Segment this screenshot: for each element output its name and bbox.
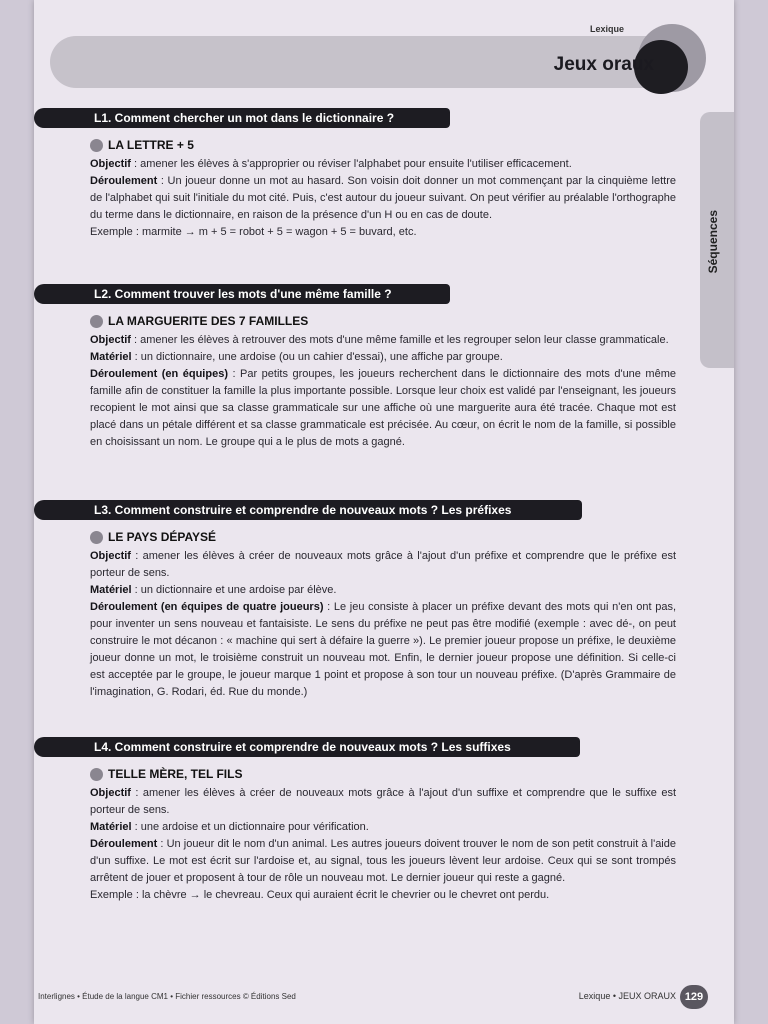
- page-title: Jeux oraux: [553, 54, 654, 75]
- paragraph: Matériel : un dictionnaire, une ardoise (ou un cahier d'essai), une affiche par groupe.: [90, 351, 503, 363]
- footer-section: Lexique • JEUX ORAUX: [578, 991, 676, 1001]
- game-name: LA LETTRE + 5: [108, 138, 194, 152]
- game-title: [90, 530, 734, 544]
- game-title: [90, 138, 734, 152]
- section-l1: [34, 108, 734, 241]
- game-title: [90, 767, 734, 781]
- section-l4: [34, 737, 734, 904]
- paragraph: Objectif : amener les élèves à créer de nouveaux mots grâce à l'ajout d'un préfixe et comprendre que le préfixe est porteur de sens.: [90, 550, 676, 579]
- paragraph: Déroulement (en équipes de quatre joueurs) : Le jeu consiste à placer un préfixe devant des mots qui n'en ont pas, pour inventer un sens nouveau et fantaisiste. Le sens du préfixe ne peut pas être modifié (exemple : avec dé-, on peut construire le mot décanon : « machine qui sert à défaire la guerre »). Le premier joueur propose un préfixe, le deuxième joueur donne un mot, le troisième construit un nouveau mot. Enfin, le dernier joueur propose une définition. Si celle-ci est acceptée par le groupe, le joueur marque 1 point et propose à son tour un nouveau préfixe. (D'après Grammaire de l'imagination, G. Rodari, éd. Rue du monde.): [90, 601, 676, 698]
- paragraph: Objectif : amener les élèves à retrouver des mots d'une même famille et les regrouper selon leur classe grammaticale.: [90, 334, 669, 346]
- bullet-icon: [90, 768, 103, 781]
- paragraph: Déroulement (en équipes) : Par petits groupes, les joueurs recherchent dans le dictionnaire des mots d'une même famille afin de constituer la famille la plus importante possible. Lorsque leur choix est validé par l'enseignant, les joueurs recopient le mot ainsi que sa classe grammaticale sur une affiche où une marguerite aura été tracée. Chaque mot est placé dans un pétale différent et sa classe grammaticale est précisée. Au cœur, on écrit le nom de la famille, si possible en choisissant un nom. Le groupe qui a le plus de mots a gagné.: [90, 368, 676, 448]
- header-label: Lexique: [589, 24, 624, 34]
- paragraph: Déroulement : Un joueur donne un mot au hasard. Son voisin doit donner un mot commençant par la cinquième lettre de l'alphabet qui suit l'initiale du mot cité. Puis, c'est autour du joueur suivant. On peut vérifier au préalable l'orthographe du terme dans le dictionnaire, en raison de la présence d'un H ou en cas de doute.: [90, 175, 676, 221]
- page-number: 129: [680, 985, 708, 1009]
- section-heading: L1. Comment chercher un mot dans le dictionnaire ?: [34, 108, 450, 128]
- game-name: LA MARGUERITE DES 7 FAMILLES: [108, 314, 309, 328]
- side-tab-label: Séquences: [706, 210, 720, 274]
- section-heading: L3. Comment construire et comprendre de nouveaux mots ? Les préfixes: [34, 500, 582, 520]
- bullet-icon: [90, 315, 103, 328]
- bullet-icon: [90, 531, 103, 544]
- paragraph: Déroulement : Un joueur dit le nom d'un animal. Les autres joueurs doivent trouver le nom de son petit construit à l'aide d'un suffixe. Le mot est écrit sur l'ardoise et, au signal, tous les joueurs lèvent leur ardoise. Ceux qui se sont trompés arrêtent de jouer et proposent à tour de rôle un nouveau mot. Le dernier joueur qui reste a gagné.: [90, 838, 676, 884]
- paragraph: Matériel : une ardoise et un dictionnaire pour vérification.: [90, 821, 369, 833]
- section-l2: [34, 284, 734, 451]
- game-title: [90, 314, 734, 328]
- page: [34, 0, 734, 1024]
- section-body: [90, 548, 676, 701]
- paragraph: Exemple : la chèvre → le chevreau. Ceux qui auraient écrit le chevrier ou le chevret ont perdu.: [90, 889, 550, 901]
- paragraph: Exemple : marmite → m + 5 = robot + 5 = wagon + 5 = buvard, etc.: [90, 226, 417, 238]
- section-l3: [34, 500, 734, 701]
- section-heading: L2. Comment trouver les mots d'une même famille ?: [34, 284, 450, 304]
- paragraph: Matériel : un dictionnaire et une ardoise par élève.: [90, 584, 337, 596]
- section-body: [90, 332, 676, 451]
- bullet-icon: [90, 139, 103, 152]
- section-heading: L4. Comment construire et comprendre de nouveaux mots ? Les suffixes: [34, 737, 580, 757]
- section-body: [90, 156, 676, 241]
- paragraph: Objectif : amener les élèves à s'approprier ou réviser l'alphabet pour ensuite l'utiliser efficacement.: [90, 158, 572, 170]
- game-name: TELLE MÈRE, TEL FILS: [108, 767, 243, 781]
- footer-credits: Interlignes • Étude de la langue CM1 • Fichier ressources © Éditions Sed: [38, 992, 296, 1001]
- paragraph: Objectif : amener les élèves à créer de nouveaux mots grâce à l'ajout d'un suffixe et comprendre que le suffixe est porteur de sens.: [90, 787, 676, 816]
- game-name: LE PAYS DÉPAYSÉ: [108, 530, 217, 544]
- section-body: [90, 785, 676, 904]
